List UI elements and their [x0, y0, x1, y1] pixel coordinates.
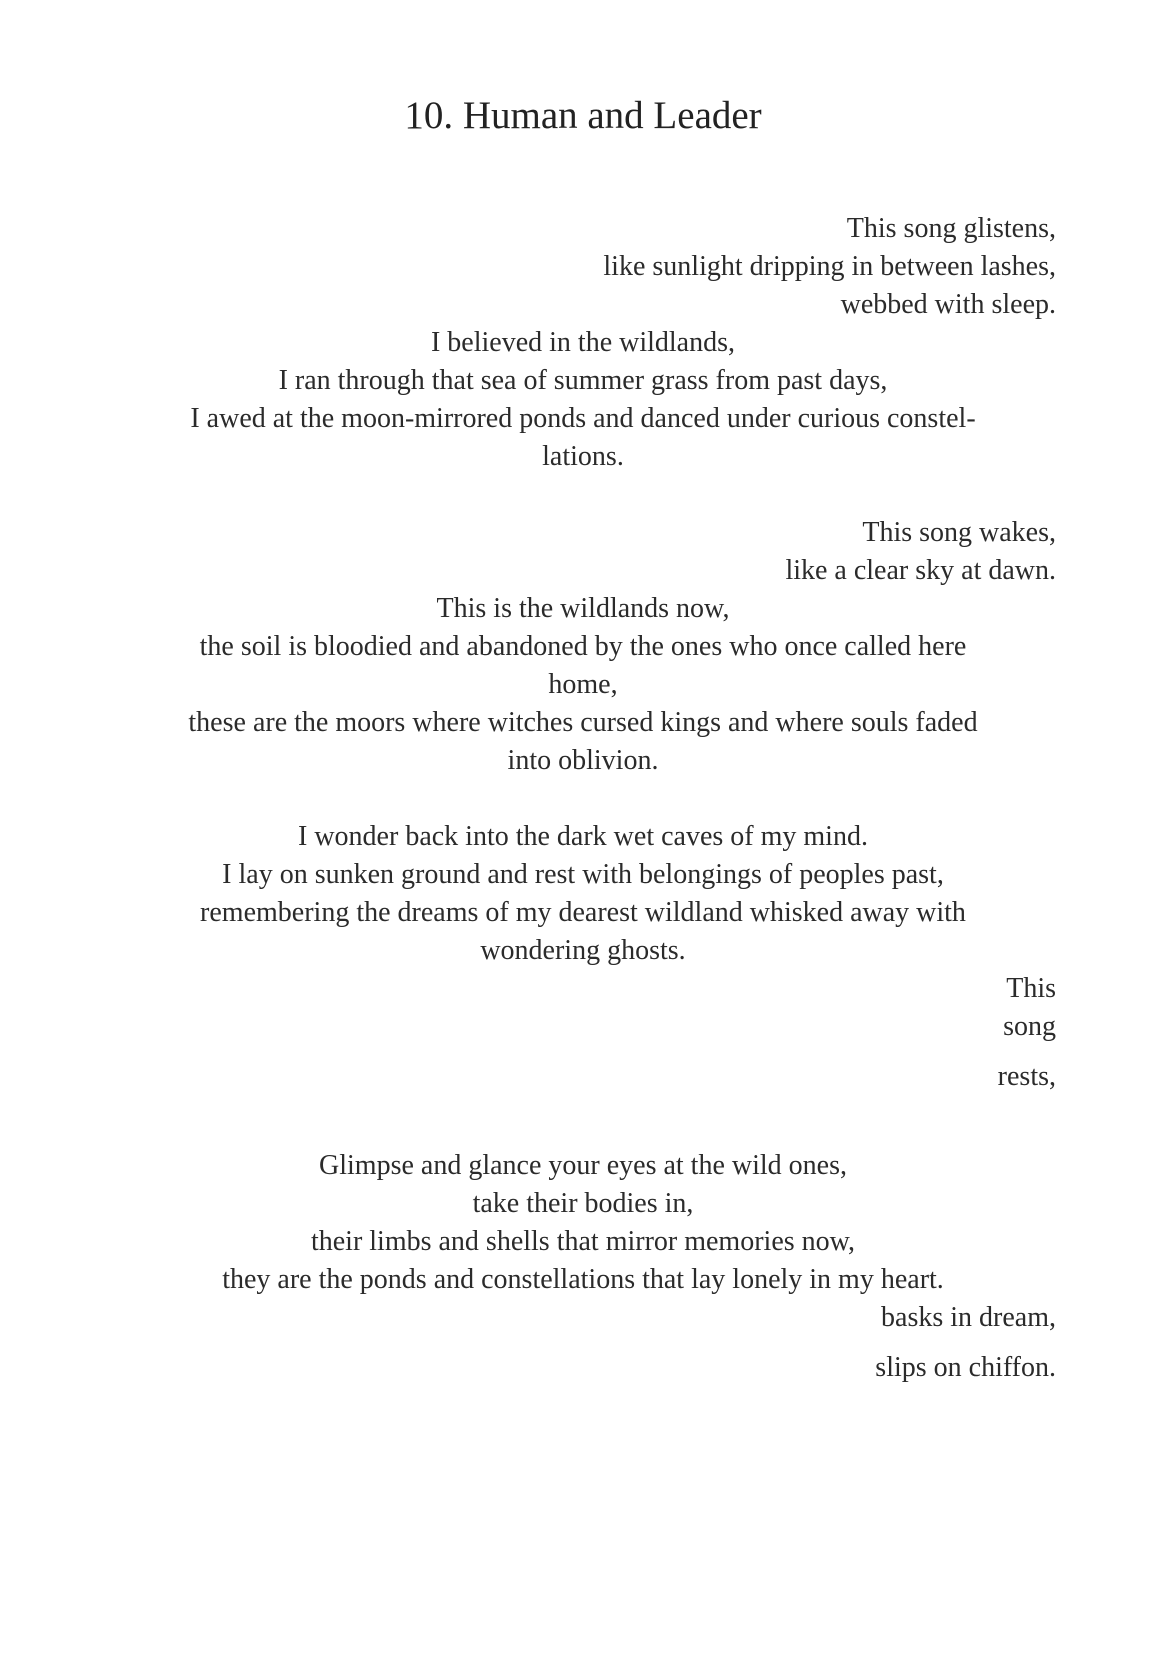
poem-line: the soil is bloodied and abandoned by the ones who once called here	[199, 631, 967, 662]
poem-line: take their bodies in,	[472, 1188, 694, 1219]
poem-line: This	[1006, 973, 1056, 1004]
poem-line: rests,	[997, 1061, 1056, 1092]
poem-line: I believed in the wildlands,	[430, 327, 736, 358]
poem-line: I awed at the moon-mirrored ponds and danced under curious constel-	[190, 403, 976, 434]
poem-line: I ran through that sea of summer grass from past days,	[278, 365, 888, 396]
poem-line: wondering ghosts.	[480, 935, 686, 966]
poem-line: like a clear sky at dawn.	[785, 555, 1056, 586]
poem-line: lations.	[542, 441, 624, 472]
poem-line: these are the moors where witches cursed kings and where souls faded	[188, 707, 978, 738]
poem-line: remembering the dreams of my dearest wildland whisked away with	[200, 897, 966, 928]
poem-line: Glimpse and glance your eyes at the wild ones,	[319, 1150, 847, 1181]
poem-line: their limbs and shells that mirror memories now,	[310, 1226, 856, 1257]
poem-line: I wonder back into the dark wet caves of my mind.	[298, 821, 868, 852]
poem-line: like sunlight dripping in between lashes,	[603, 251, 1056, 282]
poem-line: song	[1003, 1011, 1056, 1042]
poem-line: webbed with sleep.	[840, 289, 1056, 320]
poem-line: This is the wildlands now,	[436, 593, 730, 624]
poem-line: This song glistens,	[846, 213, 1056, 244]
poem-line: I lay on sunken ground and rest with belongings of peoples past,	[222, 859, 944, 890]
poem-line: basks in dream,	[881, 1302, 1056, 1333]
poem-line: into oblivion.	[507, 745, 659, 776]
page-title: 10. Human and Leader	[404, 94, 762, 137]
poem-line: home,	[548, 669, 618, 700]
poem-line: This song wakes,	[862, 517, 1056, 548]
poem-line: they are the ponds and constellations that lay lonely in my heart.	[222, 1264, 944, 1295]
poem-line: slips on chiffon.	[875, 1352, 1056, 1383]
